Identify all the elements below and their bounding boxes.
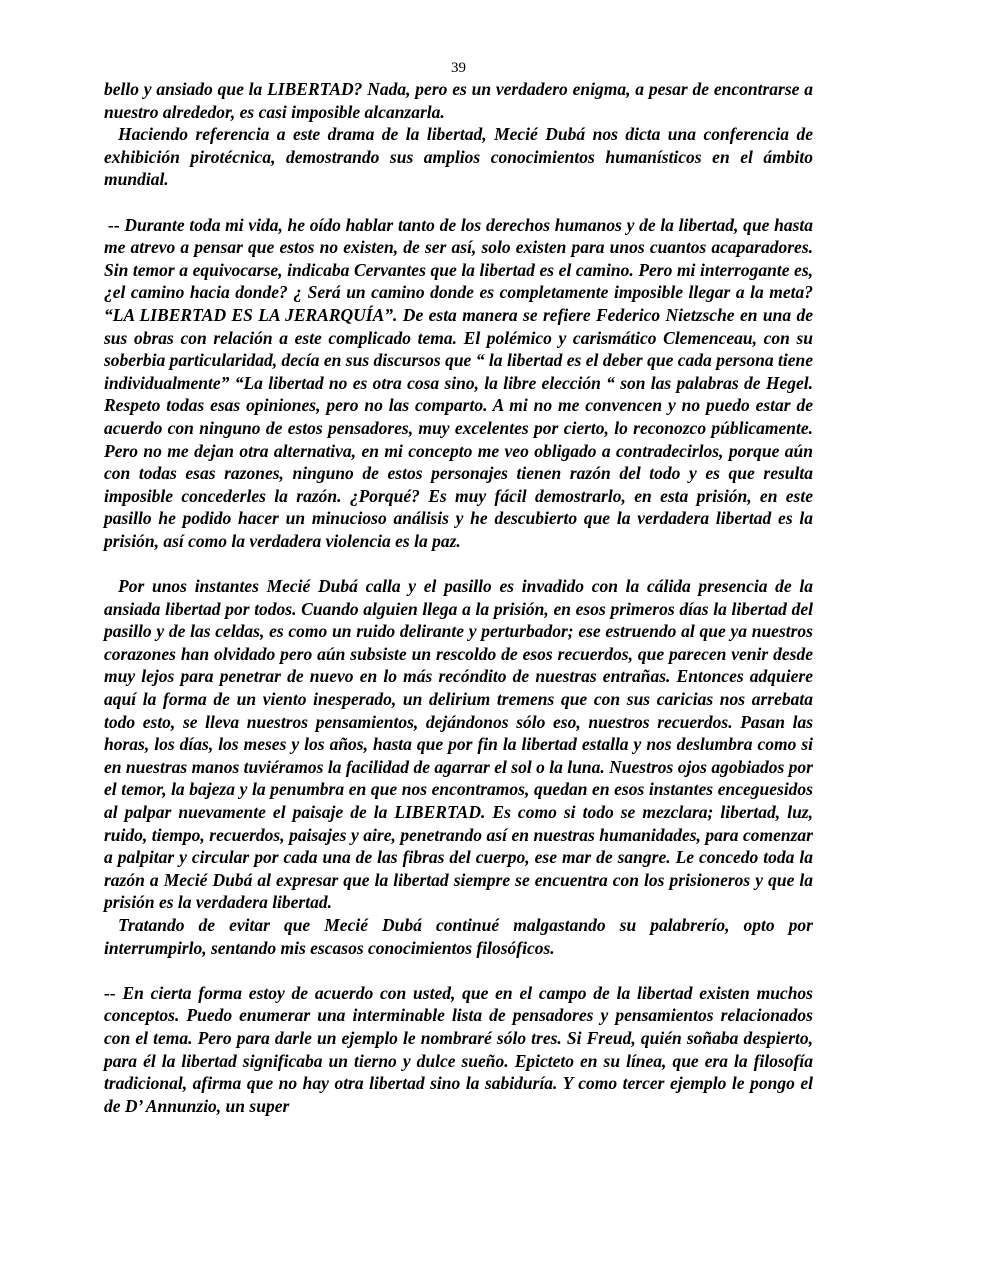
paragraph-conference: Haciendo referencia a este drama de la libertad, Mecié Dubá nos dicta una conferencia de exhibición pirotécnica, demostrando sus amplios conocimientos humanísticos en el ámbito mundial. <box>104 124 813 190</box>
paragraph-dialogue-reply: -- En cierta forma estoy de acuerdo con usted, que en el campo de la libertad existen muchos conceptos. Puedo enumerar una interminable lista de pensadores y pensamientos relacionados con el tema. Pero para darle un ejemplo le nombraré sólo tres. Si Freud, quién soñaba despierto, para él la libertad significaba un tierno y dulce sueño. Epicteto en su línea, que era la filosofía tradicional, afirma que no hay otra libertad sino la sabiduría. Y como tercer ejemplo le pongo el de D’ Annunzio, un super <box>104 982 813 1116</box>
paragraph-gap <box>104 959 813 982</box>
paragraph-gap <box>104 191 813 214</box>
paragraph-gap <box>104 552 813 575</box>
paragraph-dialogue-liberty: -- Durante toda mi vida, he oído hablar tanto de los derechos humanos y de la libertad, que hasta me atrevo a pensar que estos no existen, de ser así, solo existen para unos cuantos acaparadores. Sin temor a equivocarse, indicaba Cervantes que la libertad es el camino. Pero mi interrogante es, ¿el camino hacia donde? ¿ Será un camino donde es completamente imposible llegar a la meta? “LA LIBERTAD ES LA JERARQUÍA”. De esta manera se refiere Federico Nietzsche en una de sus obras con relación a este complicado tema. El polémico y carismático Clemenceau, con su soberbia particularidad, decía en sus discursos que “ la libertad es el deber que cada persona tiene individualmente” “La libertad no es otra cosa sino, la libre elección “ son las palabras de Hegel. Respeto todas esas opiniones, pero no las comparto. A mi no me convencen y no puedo estar de acuerdo con ninguno de estos pensadores, muy excelentes por cierto, lo reconozco públicamente. Pero no me dejan otra alternativa, en mi concepto me veo obligado a contradecirlos, porque aún con todas esas razones, ninguno de estos personajes tienen razón del todo y es que resulta imposible concederles la razón. ¿Porqué? Es muy fácil demostrarlo, en esta prisión, en este pasillo he podido hacer un minucioso análisis y he descubierto que la verdadera libertad es la prisión, así como la verdadera violencia es la paz. <box>104 214 813 551</box>
page-number: 39 <box>451 60 466 76</box>
paragraph-continuation: bello y ansiado que la LIBERTAD? Nada, pero es un verdadero enigma, a pesar de encontrarse a nuestro alrededor, es casi imposible alcanzarla. <box>104 79 813 122</box>
paragraph-interruption: Tratando de evitar que Mecié Dubá continué malgastando su palabrerío, opto por interrumpirlo, sentando mis escasos conocimientos filosóficos. <box>104 914 813 958</box>
paragraph-narration-silence: Por unos instantes Mecié Dubá calla y el pasillo es invadido con la cálida presencia de la ansiada libertad por todos. Cuando alguien llega a la prisión, en esos primeros días la libertad del pasillo y de las celdas, es como un ruido delirante y perturbador; ese estruendo al que ya nuestros corazones han olvidado pero aún subsiste un rescoldo de esos recuerdos, que parecen venir desde muy lejos para penetrar de nuevo en lo más recóndito de nuestras entrañas. Entonces adquiere aquí la forma de un viento inesperado, un delirium tremens que con sus caricias nos arrebata todo esto, se lleva nuestros pensamientos, dejándonos sólo eso, nuestros recuerdos. Pasan las horas, los días, los meses y los años, hasta que por fin la libertad estalla y nos deslumbra como si en nuestras manos tuviéramos la facilidad de agarrar el sol o la luna. Nuestros ojos agobiados por el temor, la bajeza y la penumbra en que nos encontramos, quedan en esos instantes enceguesidos al palpar nuevamente el paisaje de la LIBERTAD. Es como si todo se mezclara; libertad, luz, ruido, tiempo, recuerdos, paisajes y aire, penetrando así en nuestras humanidades, para comenzar a palpitar y circular por cada una de las fibras del cuerpo, ese mar de sangre. Le concedo toda la razón a Mecié Dubá al expresar que la libertad siempre se encuentra con los prisioneros y que la prisión es la verdadera libertad. <box>104 576 813 913</box>
document-page <box>104 58 813 1117</box>
